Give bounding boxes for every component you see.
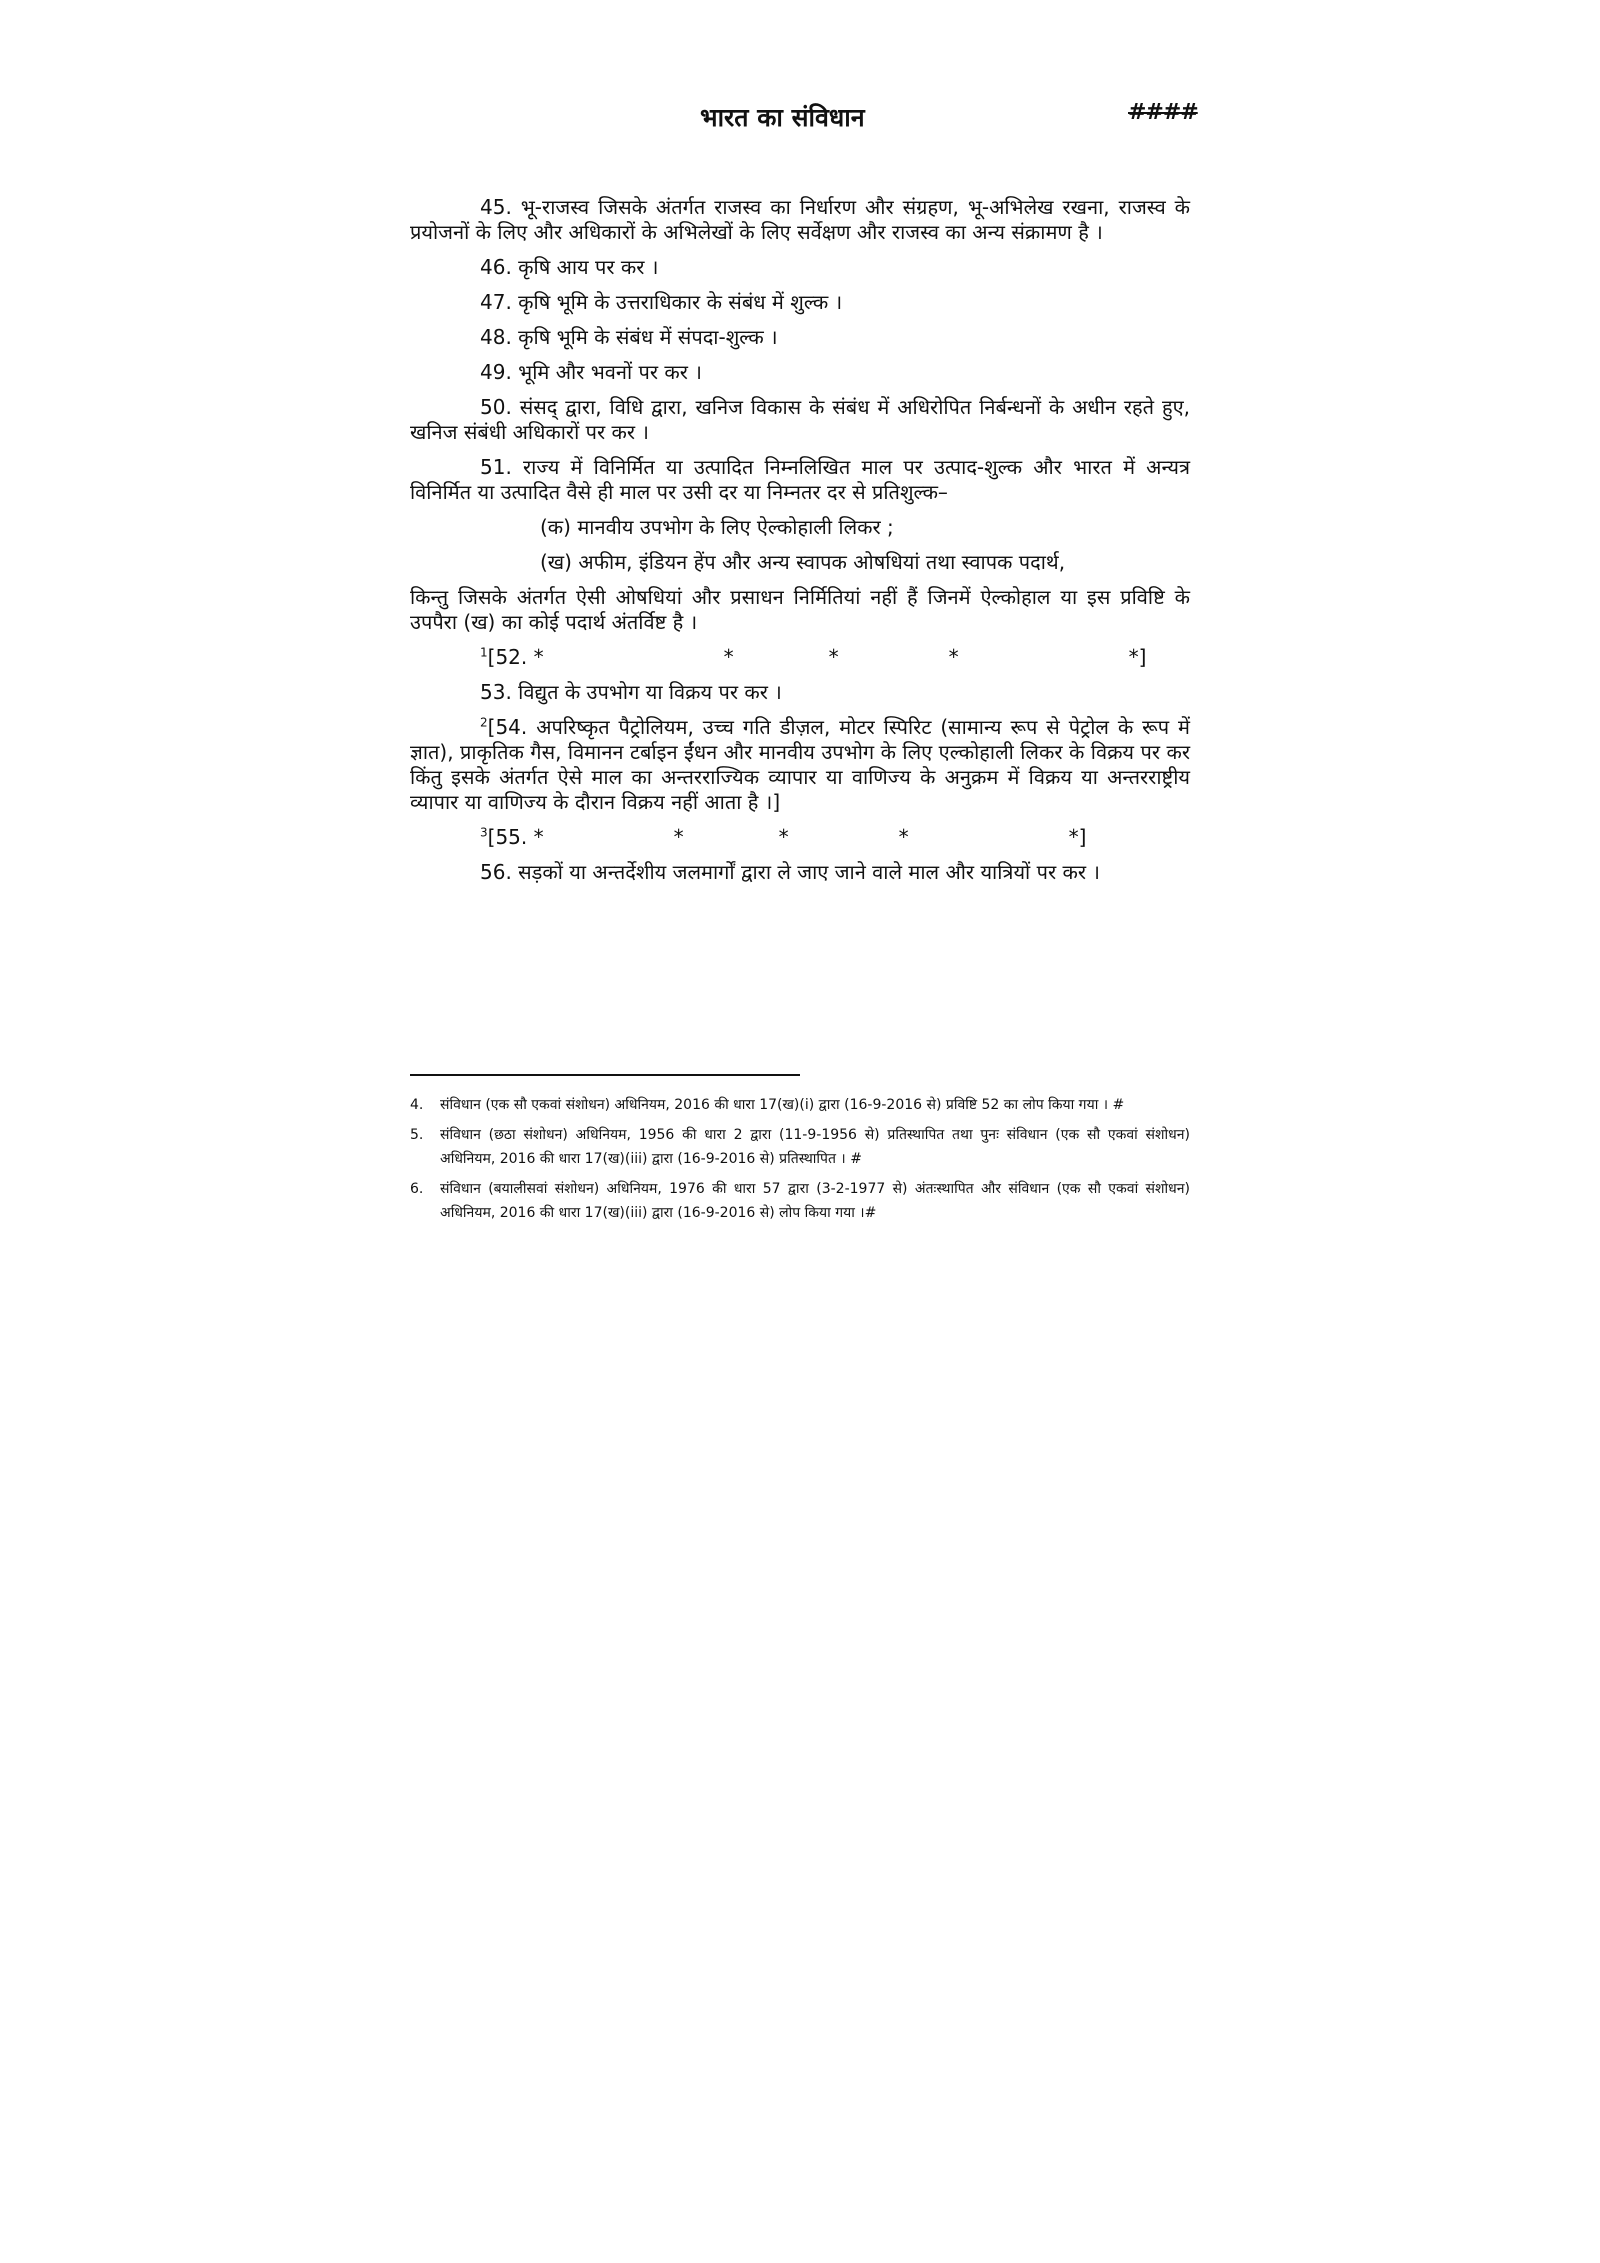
entry-49: 49. भूमि और भवनों पर कर । — [480, 360, 702, 384]
entry-46: 46. कृषि आय पर कर । — [480, 255, 659, 279]
entry-55-omitted — [410, 825, 1190, 850]
footnote — [410, 1123, 1190, 1171]
entry-52-close: *] — [1128, 645, 1147, 669]
entry-53: 53. विद्युत के उपभोग या विक्रय पर कर । — [480, 680, 782, 704]
footnote-number: 6. — [410, 1181, 424, 1197]
footnote-text: संविधान (एक सौ एकवां संशोधन) अधिनियम, 2016 की धारा 17(ख)(i) द्वारा (16-9-2016 से) प्रविष्टि 52 का लोप किया गया । # — [440, 1097, 1125, 1113]
entry-51: 51. राज्य में विनिर्मित या उत्पादित निम्नलिखित माल पर उत्पाद-शुल्क और भारत में अन्यत्र विनिर्मित या उत्पादित वैसे ही माल पर उसी दर या निम्नतर दर से प्रतिशुल्क– — [410, 455, 1190, 504]
footnote-ref: 2 — [480, 715, 488, 730]
entry-51-proviso: किन्तु जिसके अंतर्गत ऐसी ओषधियां और प्रसाधन निर्मितियां नहीं हैं जिनमें ऐल्कोहाल या इस प्रविष्टि के उपपैरा (ख) का कोई पदार्थ अंतर्विष्ट है । — [410, 585, 1190, 634]
footnote-ref: 1 — [480, 645, 488, 660]
page-title: भारत का संविधान — [700, 103, 865, 132]
footnote-divider — [410, 1074, 800, 1076]
entry-54 — [410, 715, 1190, 815]
footnote-text: संविधान (बयालीसवां संशोधन) अधिनियम, 1976 की धारा 57 द्वारा (3-2-1977 से) अंतःस्थापित और संविधान (एक सौ एकवां संशोधन) अधिनियम, 2016 की धारा 17(ख)(iii) द्वारा (16-9-2016 से) लोप किया गया ।# — [440, 1181, 1190, 1221]
entry-50: 50. संसद् द्वारा, विधि द्वारा, खनिज विकास के संबंध में अधिरोपित निर्बन्धनों के अधीन रहते हुए, खनिज संबंधी अधिकारों पर कर । — [410, 395, 1190, 444]
omission-star: * — [898, 825, 909, 849]
footnotes — [410, 1093, 1190, 1231]
footnote-number: 4. — [410, 1097, 424, 1113]
entry-47: 47. कृषि भूमि के उत्तराधिकार के संबंध में शुल्क । — [480, 290, 843, 314]
entry-54-text: [54. अपरिष्कृत पैट्रोलियम, उच्च गति डीज़ल, मोटर स्पिरिट (सामान्य रूप से पेट्रोल के रूप में ज्ञात), प्राकृतिक गैस, विमानन टर्बाइन ईंधन और मानवीय उपभोग के लिए एल्कोहाली लिकर के विक्रय पर कर किंतु इसके अंतर्गत ऐसे माल का अन्तरराज्यिक व्यापार या वाणिज्य के अनुक्रम में विक्रय या अन्तरराष्ट्रीय व्यापार या वाणिज्य के दौरान विक्रय नहीं आता है ।] — [410, 715, 1190, 814]
entry-52-open: [52. * — [487, 645, 544, 669]
entry-55-close: *] — [1068, 825, 1087, 849]
footnote-text: संविधान (छठा संशोधन) अधिनियम, 1956 की धारा 2 द्वारा (11-9-1956 से) प्रतिस्थापित तथा पुनः संविधान (एक सौ एकवां संशोधन) अधिनियम, 2016 की धारा 17(ख)(iii) द्वारा (16-9-2016 से) प्रतिस्थापित । # — [440, 1127, 1190, 1167]
footnote — [410, 1177, 1190, 1225]
omission-star: * — [778, 825, 789, 849]
omission-star: * — [723, 645, 734, 669]
footnote-number: 5. — [410, 1127, 424, 1143]
omission-star: * — [828, 645, 839, 669]
omission-star: * — [948, 645, 959, 669]
entry-52-omitted — [410, 645, 1190, 670]
entry-51-sub-ka: (क) मानवीय उपभोग के लिए ऐल्कोहाली लिकर ; — [540, 515, 894, 539]
omission-star: * — [673, 825, 684, 849]
footnote-ref: 3 — [480, 825, 488, 840]
entry-45: 45. भू-राजस्व जिसके अंतर्गत राजस्व का निर्धारण और संग्रहण, भू-अभिलेख रखना, राजस्व के प्रयोजनों के लिए और अधिकारों के अभिलेखों के लिए सर्वेक्षण और राजस्व का अन्य संक्रामण है । — [410, 195, 1190, 244]
entry-51-sub-kha: (ख) अफीम, इंडियन हेंप और अन्य स्वापक ओषधियां तथा स्वापक पदार्थ, — [540, 550, 1066, 574]
document-body — [410, 195, 1190, 895]
entry-48: 48. कृषि भूमि के संबंध में संपदा-शुल्क । — [480, 325, 778, 349]
footnote — [410, 1093, 1190, 1117]
entry-55-open: [55. * — [487, 825, 544, 849]
page-number: #### — [1128, 100, 1198, 125]
entry-56: 56. सड़कों या अन्तर्देशीय जलमार्गों द्वारा ले जाए जाने वाले माल और यात्रियों पर कर । — [480, 860, 1100, 884]
